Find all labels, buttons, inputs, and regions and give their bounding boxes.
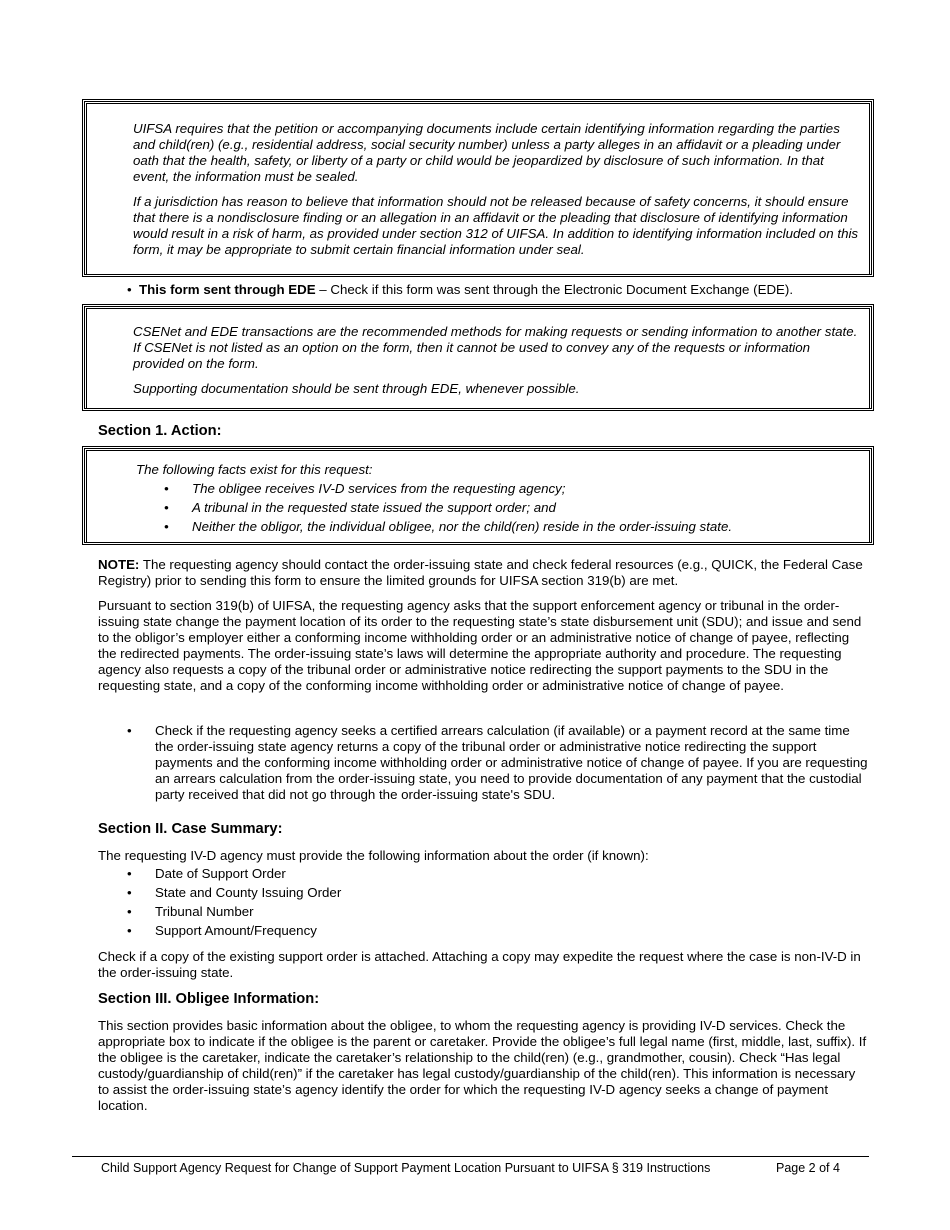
section-2-heading: Section II. Case Summary:	[98, 821, 283, 837]
footer-title: Child Support Agency Request for Change of Support Payment Location Pursuant to UIFSA § 319 Instructions	[101, 1161, 711, 1175]
sealed-info-paragraph-1: UIFSA requires that the petition or accompanying documents include certain identifying information regarding the parties and child(ren) (e.g., residential address, social security number) unless a party alleges in an affidavit or a pleading under oath that the health, safety, or liberty of a party or child would be jeopardized by disclosure of such information. In that event, the information must be sealed.	[133, 121, 841, 184]
ede-bullet: •	[127, 282, 140, 297]
facts-box	[82, 446, 874, 545]
arrears-check-text: • Check if the requesting agency seeks a certified arrears calculation (if available) or a payment record at the same time the order-issuing state agency returns a copy of the tribunal order or administrative notice redirecting the support payments and the conforming income withholding order or administrative notice of change of payee. If you are requesting an arrears calculation from the order-issuing state, you need to provide documentation of any payment that the custodial party received that did not go through the order-issuing state's SDU.	[127, 723, 870, 803]
case-summary-item: • State and County Issuing Order	[127, 885, 867, 901]
sealed-info-paragraph-2: If a jurisdiction has reason to believe that information should not be released because of safety concerns, it should ensure that there is a nondisclosure finding or an allegation in an affidavit or the pleading that disclosure of identifying information would result in a risk of harm, as provided under section 312 of UIFSA. In addition to identifying information included on this form, it may be appropriate to submit certain financial information under seal.	[133, 194, 859, 257]
ede-description: – Check if this form was sent through the Electronic Document Exchange (EDE).	[315, 282, 794, 297]
note-label: NOTE:	[98, 557, 140, 572]
case-summary-item: • Support Amount/Frequency	[127, 923, 867, 939]
attach-order-text: Check if a copy of the existing support order is attached. Attaching a copy may expedite the request where the case is non-IV-D in the order-issuing state.	[98, 949, 861, 980]
section-1-heading: Section 1. Action:	[98, 423, 222, 439]
pursuant-paragraph: Pursuant to section 319(b) of UIFSA, the requesting agency asks that the support enforcement agency or tribunal in the order-issuing state change the payment location of its order to the requesting state’s state disbursement unit (SDU); and issue and send to the obligor’s employer either a conforming income withholding order or an administrative notice of change of payee, reflecting the redirected payments. The order-issuing state’s laws will determine the appropriate authority and procedure. The requesting agency also requests a copy of the tribunal order or administrative notice redirecting the support payments to the SDU in the requesting state, and a copy of the conforming income withholding order or administrative notice of change of payee.	[98, 598, 862, 693]
case-summary-item: • Tribunal Number	[127, 904, 867, 920]
section-3-heading: Section III. Obligee Information:	[98, 991, 320, 1007]
fact-item: • A tribunal in the requested state issued the support order; and	[164, 500, 859, 516]
ede-checkbox-item	[127, 282, 867, 298]
facts-intro: The following facts exist for this request:	[136, 462, 373, 477]
facts-list	[136, 481, 859, 535]
case-summary-intro: The requesting IV-D agency must provide the following information about the order (if known):	[98, 848, 649, 863]
case-summary-list	[127, 866, 867, 939]
csenet-notice-box	[82, 304, 874, 411]
csenet-paragraph-1: CSENet and EDE transactions are the recommended methods for making requests or sending information to another state. If CSENet is not listed as an option on the form, then it cannot be used to convey any of the requests or information provided on the form.	[133, 324, 858, 371]
obligee-info-text: This section provides basic information about the obligee, to whom the requesting agency is providing IV-D services. Check the appropriate box to indicate if the obligee is the parent or caretaker. Provide the obligee’s full legal name (first, middle, last, suffix). If the obligee is the caretaker, indicate the caretaker’s relationship to the child(ren) (e.g., grandmother, cousin). Check “Has legal custody/guardianship of child(ren)” if the caretaker has legal custody/guardianship of the child(ren). This information is necessary to assist the order-issuing state’s agency identify the order for which the requesting IV-D agency seeks a change of payment location.	[98, 1018, 867, 1113]
csenet-paragraph-2: Supporting documentation should be sent through EDE, whenever possible.	[133, 381, 580, 396]
ede-label: This form sent through EDE	[139, 282, 316, 297]
sealed-info-notice-box	[82, 99, 874, 277]
arrears-check-item	[127, 723, 870, 803]
footer-divider	[72, 1156, 869, 1157]
fact-item: • The obligee receives IV-D services from the requesting agency;	[164, 481, 859, 497]
note-text: The requesting agency should contact the order-issuing state and check federal resources (e.g., QUICK, the Federal Case Registry) prior to sending this form to ensure the limited grounds for UIFSA section 319(b) are met.	[98, 557, 863, 588]
note-paragraph	[98, 557, 870, 589]
fact-item: • Neither the obligor, the individual obligee, nor the child(ren) reside in the order-issuing state.	[164, 519, 859, 535]
case-summary-item: • Date of Support Order	[127, 866, 867, 882]
footer-page-number: Page 2 of 4	[776, 1161, 840, 1175]
